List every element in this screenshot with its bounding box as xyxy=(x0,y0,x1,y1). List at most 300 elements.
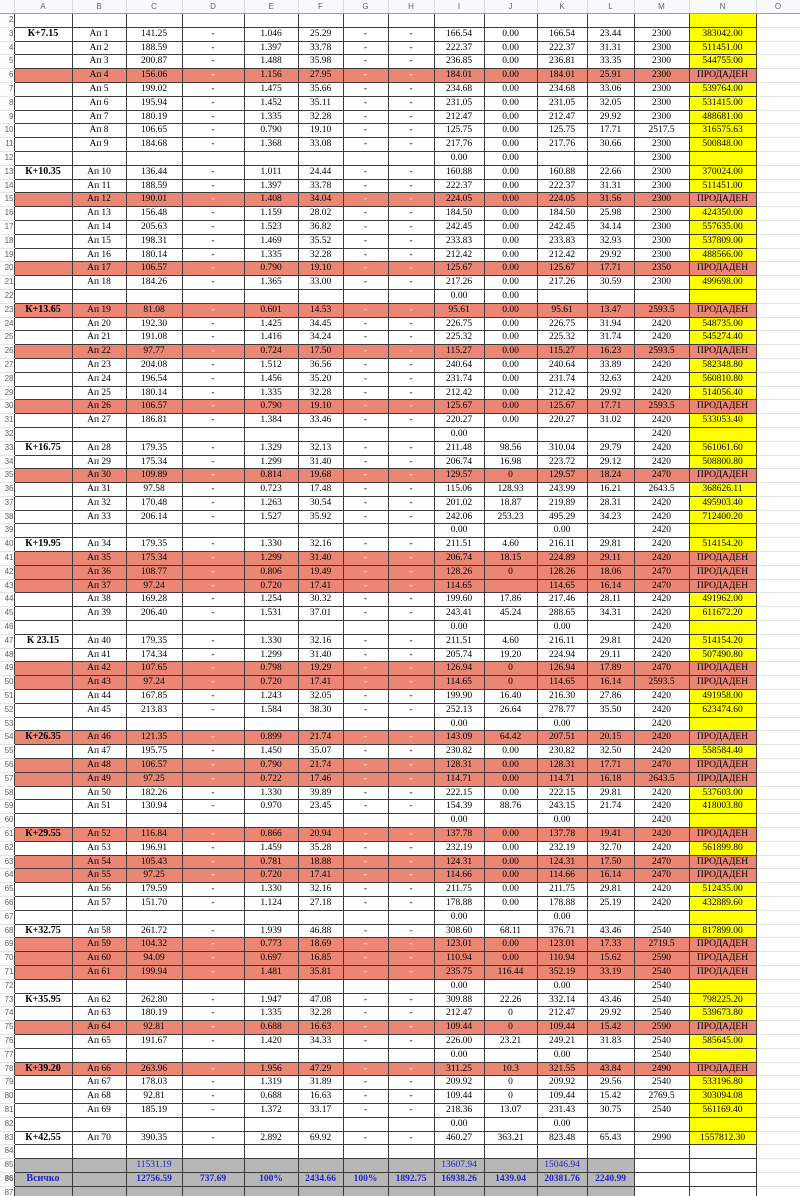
cell-N30[interactable]: ПРОДАДЕН xyxy=(689,400,756,414)
cell-L64[interactable]: 16.14 xyxy=(587,869,634,883)
cell-F29[interactable]: 32.28 xyxy=(298,386,343,400)
cell-F76[interactable]: 34.33 xyxy=(298,1034,343,1048)
cell-C62[interactable]: 196.91 xyxy=(126,841,182,855)
cell-C37[interactable]: 170.48 xyxy=(126,496,182,510)
cell-J47[interactable]: 4.60 xyxy=(484,634,537,648)
cell-G10[interactable]: - xyxy=(343,124,388,138)
cell-A13[interactable]: К+10.35 xyxy=(14,165,72,179)
cell-B60[interactable] xyxy=(72,814,126,828)
cell-K60[interactable]: 0.00 xyxy=(537,814,587,828)
cell-F8[interactable]: 35.11 xyxy=(298,96,343,110)
cell-C29[interactable]: 180.14 xyxy=(126,386,182,400)
cell-B83[interactable]: Ап 70 xyxy=(72,1131,126,1145)
cell-E8[interactable]: 1.452 xyxy=(244,96,298,110)
cell-K71[interactable]: 352.19 xyxy=(537,965,587,979)
cell-D76[interactable]: - xyxy=(182,1034,244,1048)
cell-J4[interactable]: 0.00 xyxy=(484,41,537,55)
cell-I21[interactable]: 217.26 xyxy=(434,276,484,290)
cell-F78[interactable]: 47.29 xyxy=(298,1062,343,1076)
cell-A47[interactable]: К 23.15 xyxy=(14,634,72,648)
cell-E38[interactable]: 1.527 xyxy=(244,510,298,524)
cell-N51[interactable]: 491958.00 xyxy=(689,690,756,704)
cell-I64[interactable]: 114.66 xyxy=(434,869,484,883)
cell-D62[interactable]: - xyxy=(182,841,244,855)
cell-O84[interactable] xyxy=(756,1145,800,1159)
cell-C83[interactable]: 390.35 xyxy=(126,1131,182,1145)
cell-H64[interactable]: - xyxy=(388,869,434,883)
cell-L49[interactable]: 17.89 xyxy=(587,662,634,676)
cell-C16[interactable]: 156.48 xyxy=(126,207,182,221)
cell-C38[interactable]: 206.14 xyxy=(126,510,182,524)
cell-J42[interactable]: 0 xyxy=(484,565,537,579)
cell-F17[interactable]: 36.82 xyxy=(298,220,343,234)
cell-H63[interactable]: - xyxy=(388,855,434,869)
row-header-55[interactable]: 55 xyxy=(0,745,14,759)
cell-J12[interactable]: 0.00 xyxy=(484,151,537,165)
cell-J53[interactable] xyxy=(484,717,537,731)
cell-N72[interactable] xyxy=(689,979,756,993)
cell-A8[interactable] xyxy=(14,96,72,110)
cell-K13[interactable]: 160.88 xyxy=(537,165,587,179)
cell-E20[interactable]: 0.790 xyxy=(244,262,298,276)
cell-N5[interactable]: 544755.00 xyxy=(689,55,756,69)
cell-E9[interactable]: 1.335 xyxy=(244,110,298,124)
cell-O22[interactable] xyxy=(756,289,800,303)
cell-D22[interactable] xyxy=(182,289,244,303)
cell-B22[interactable] xyxy=(72,289,126,303)
cell-O62[interactable] xyxy=(756,841,800,855)
cell-A48[interactable] xyxy=(14,648,72,662)
cell-D3[interactable]: - xyxy=(182,27,244,41)
cell-N87[interactable] xyxy=(689,1186,756,1196)
cell-G39[interactable] xyxy=(343,524,388,538)
cell-E52[interactable]: 1.584 xyxy=(244,703,298,717)
cell-D30[interactable]: - xyxy=(182,400,244,414)
cell-N46[interactable] xyxy=(689,621,756,635)
cell-H82[interactable] xyxy=(388,1117,434,1131)
cell-M7[interactable]: 2300 xyxy=(634,82,689,96)
cell-B6[interactable]: Ап 4 xyxy=(72,69,126,83)
cell-K73[interactable]: 332.14 xyxy=(537,993,587,1007)
row-header-22[interactable]: 22 xyxy=(0,289,14,303)
cell-J69[interactable]: 0.00 xyxy=(484,938,537,952)
cell-D61[interactable]: - xyxy=(182,828,244,842)
row-header-51[interactable]: 51 xyxy=(0,690,14,704)
row-header-84[interactable]: 84 xyxy=(0,1145,14,1159)
row-header-62[interactable]: 62 xyxy=(0,841,14,855)
cell-O15[interactable] xyxy=(756,193,800,207)
cell-A5[interactable] xyxy=(14,55,72,69)
cell-H62[interactable]: - xyxy=(388,841,434,855)
cell-O23[interactable] xyxy=(756,303,800,317)
row-header-34[interactable]: 34 xyxy=(0,455,14,469)
cell-M81[interactable]: 2540 xyxy=(634,1103,689,1117)
cell-L35[interactable]: 18.24 xyxy=(587,469,634,483)
cell-O68[interactable] xyxy=(756,924,800,938)
cell-K66[interactable]: 178.88 xyxy=(537,897,587,911)
cell-K48[interactable]: 224.94 xyxy=(537,648,587,662)
col-header-E[interactable]: E xyxy=(244,0,298,14)
cell-F55[interactable]: 35.07 xyxy=(298,745,343,759)
cell-E14[interactable]: 1.397 xyxy=(244,179,298,193)
cell-J19[interactable]: 0.00 xyxy=(484,248,537,262)
cell-I9[interactable]: 212.47 xyxy=(434,110,484,124)
cell-G5[interactable]: - xyxy=(343,55,388,69)
cell-C35[interactable]: 109.89 xyxy=(126,469,182,483)
cell-J9[interactable]: 0.00 xyxy=(484,110,537,124)
cell-E21[interactable]: 1.365 xyxy=(244,276,298,290)
cell-J46[interactable] xyxy=(484,621,537,635)
cell-B32[interactable] xyxy=(72,427,126,441)
cell-A54[interactable]: К+26.35 xyxy=(14,731,72,745)
cell-D15[interactable]: - xyxy=(182,193,244,207)
cell-C13[interactable]: 136.44 xyxy=(126,165,182,179)
cell-N50[interactable]: ПРОДАДЕН xyxy=(689,676,756,690)
cell-F53[interactable] xyxy=(298,717,343,731)
cell-H74[interactable]: - xyxy=(388,1007,434,1021)
cell-F2[interactable] xyxy=(298,14,343,28)
cell-O43[interactable] xyxy=(756,579,800,593)
cell-E10[interactable]: 0.790 xyxy=(244,124,298,138)
cell-F64[interactable]: 17.41 xyxy=(298,869,343,883)
col-header-D[interactable]: D xyxy=(182,0,244,14)
cell-K24[interactable]: 226.75 xyxy=(537,317,587,331)
cell-J11[interactable]: 0.00 xyxy=(484,138,537,152)
cell-H87[interactable] xyxy=(388,1186,434,1196)
cell-C30[interactable]: 106.57 xyxy=(126,400,182,414)
cell-D36[interactable]: - xyxy=(182,483,244,497)
cell-M85[interactable] xyxy=(634,1159,689,1173)
cell-D38[interactable]: - xyxy=(182,510,244,524)
cell-C50[interactable]: 97.24 xyxy=(126,676,182,690)
cell-N58[interactable]: 537603.00 xyxy=(689,786,756,800)
cell-O12[interactable] xyxy=(756,151,800,165)
row-header-12[interactable]: 12 xyxy=(0,151,14,165)
cell-O30[interactable] xyxy=(756,400,800,414)
cell-H66[interactable]: - xyxy=(388,897,434,911)
cell-L59[interactable]: 21.74 xyxy=(587,800,634,814)
cell-M15[interactable]: 2300 xyxy=(634,193,689,207)
cell-C2[interactable] xyxy=(126,14,182,28)
cell-G23[interactable]: - xyxy=(343,303,388,317)
cell-I63[interactable]: 124.31 xyxy=(434,855,484,869)
cell-C45[interactable]: 206.40 xyxy=(126,607,182,621)
cell-E5[interactable]: 1.488 xyxy=(244,55,298,69)
cell-O11[interactable] xyxy=(756,138,800,152)
cell-E70[interactable]: 0.697 xyxy=(244,952,298,966)
cell-C63[interactable]: 105.43 xyxy=(126,855,182,869)
cell-K32[interactable] xyxy=(537,427,587,441)
row-header-85[interactable]: 85 xyxy=(0,1159,14,1173)
cell-O24[interactable] xyxy=(756,317,800,331)
cell-B67[interactable] xyxy=(72,910,126,924)
cell-D50[interactable]: - xyxy=(182,676,244,690)
cell-M73[interactable]: 2540 xyxy=(634,993,689,1007)
cell-M53[interactable]: 2420 xyxy=(634,717,689,731)
cell-N40[interactable]: 514154.20 xyxy=(689,538,756,552)
cell-C40[interactable]: 179.35 xyxy=(126,538,182,552)
cell-G36[interactable]: - xyxy=(343,483,388,497)
cell-E55[interactable]: 1.450 xyxy=(244,745,298,759)
cell-I65[interactable]: 211.75 xyxy=(434,883,484,897)
cell-D9[interactable]: - xyxy=(182,110,244,124)
cell-D81[interactable]: - xyxy=(182,1103,244,1117)
cell-L38[interactable]: 34.23 xyxy=(587,510,634,524)
cell-J58[interactable]: 0.00 xyxy=(484,786,537,800)
cell-D16[interactable]: - xyxy=(182,207,244,221)
cell-J3[interactable]: 0.00 xyxy=(484,27,537,41)
cell-C26[interactable]: 97.77 xyxy=(126,345,182,359)
cell-A58[interactable] xyxy=(14,786,72,800)
cell-I87[interactable] xyxy=(434,1186,484,1196)
cell-B45[interactable]: Ап 39 xyxy=(72,607,126,621)
cell-D34[interactable]: - xyxy=(182,455,244,469)
cell-O19[interactable] xyxy=(756,248,800,262)
cell-H70[interactable]: - xyxy=(388,952,434,966)
cell-E23[interactable]: 0.601 xyxy=(244,303,298,317)
cell-L39[interactable] xyxy=(587,524,634,538)
cell-G48[interactable]: - xyxy=(343,648,388,662)
cell-O13[interactable] xyxy=(756,165,800,179)
col-header-A[interactable]: A xyxy=(14,0,72,14)
cell-N24[interactable]: 548735.00 xyxy=(689,317,756,331)
cell-N36[interactable]: 368626.11 xyxy=(689,483,756,497)
row-header-59[interactable]: 59 xyxy=(0,800,14,814)
cell-B34[interactable]: Ап 29 xyxy=(72,455,126,469)
cell-O6[interactable] xyxy=(756,69,800,83)
cell-J36[interactable]: 128.93 xyxy=(484,483,537,497)
cell-F60[interactable] xyxy=(298,814,343,828)
cell-A41[interactable] xyxy=(14,552,72,566)
cell-C73[interactable]: 262.80 xyxy=(126,993,182,1007)
cell-G19[interactable]: - xyxy=(343,248,388,262)
cell-M38[interactable]: 2420 xyxy=(634,510,689,524)
cell-K51[interactable]: 216.30 xyxy=(537,690,587,704)
cell-A28[interactable] xyxy=(14,372,72,386)
cell-L30[interactable]: 17.71 xyxy=(587,400,634,414)
cell-I2[interactable] xyxy=(434,14,484,28)
cell-N2[interactable] xyxy=(689,14,756,28)
cell-M59[interactable]: 2420 xyxy=(634,800,689,814)
cell-O63[interactable] xyxy=(756,855,800,869)
cell-H19[interactable]: - xyxy=(388,248,434,262)
cell-C68[interactable]: 261.72 xyxy=(126,924,182,938)
cell-E4[interactable]: 1.397 xyxy=(244,41,298,55)
cell-E19[interactable]: 1.335 xyxy=(244,248,298,262)
cell-G26[interactable]: - xyxy=(343,345,388,359)
cell-H56[interactable]: - xyxy=(388,759,434,773)
cell-L21[interactable]: 30.59 xyxy=(587,276,634,290)
cell-G84[interactable] xyxy=(343,1145,388,1159)
cell-J81[interactable]: 13.07 xyxy=(484,1103,537,1117)
cell-J34[interactable]: 16.98 xyxy=(484,455,537,469)
cell-F11[interactable]: 33.08 xyxy=(298,138,343,152)
cell-J61[interactable]: 0.00 xyxy=(484,828,537,842)
cell-O48[interactable] xyxy=(756,648,800,662)
cell-C33[interactable]: 179.35 xyxy=(126,441,182,455)
cell-C14[interactable]: 188.59 xyxy=(126,179,182,193)
cell-L31[interactable]: 31.02 xyxy=(587,414,634,428)
cell-F18[interactable]: 35.52 xyxy=(298,234,343,248)
cell-B18[interactable]: Ап 15 xyxy=(72,234,126,248)
row-header-24[interactable]: 24 xyxy=(0,317,14,331)
cell-M16[interactable]: 2300 xyxy=(634,207,689,221)
cell-B21[interactable]: Ап 18 xyxy=(72,276,126,290)
cell-L33[interactable]: 29.79 xyxy=(587,441,634,455)
cell-N70[interactable]: ПРОДАДЕН xyxy=(689,952,756,966)
cell-K81[interactable]: 231.43 xyxy=(537,1103,587,1117)
cell-K36[interactable]: 243.99 xyxy=(537,483,587,497)
cell-O17[interactable] xyxy=(756,220,800,234)
cell-D33[interactable]: - xyxy=(182,441,244,455)
cell-B53[interactable] xyxy=(72,717,126,731)
cell-E58[interactable]: 1.330 xyxy=(244,786,298,800)
cell-D59[interactable]: - xyxy=(182,800,244,814)
cell-G87[interactable] xyxy=(343,1186,388,1196)
cell-A57[interactable] xyxy=(14,772,72,786)
cell-J67[interactable] xyxy=(484,910,537,924)
cell-O2[interactable] xyxy=(756,14,800,28)
cell-K82[interactable]: 0.00 xyxy=(537,1117,587,1131)
cell-E64[interactable]: 0.720 xyxy=(244,869,298,883)
cell-B49[interactable]: Ап 42 xyxy=(72,662,126,676)
cell-O78[interactable] xyxy=(756,1062,800,1076)
cell-D69[interactable]: - xyxy=(182,938,244,952)
cell-I67[interactable]: 0.00 xyxy=(434,910,484,924)
cell-L15[interactable]: 31.56 xyxy=(587,193,634,207)
row-header-61[interactable]: 61 xyxy=(0,828,14,842)
cell-H48[interactable]: - xyxy=(388,648,434,662)
cell-H39[interactable] xyxy=(388,524,434,538)
cell-C66[interactable]: 151.70 xyxy=(126,897,182,911)
cell-A86[interactable]: Всичко xyxy=(14,1172,72,1186)
cell-C87[interactable] xyxy=(126,1186,182,1196)
cell-D41[interactable]: - xyxy=(182,552,244,566)
cell-C27[interactable]: 204.08 xyxy=(126,358,182,372)
cell-D55[interactable]: - xyxy=(182,745,244,759)
cell-M23[interactable]: 2593.5 xyxy=(634,303,689,317)
cell-E50[interactable]: 0.720 xyxy=(244,676,298,690)
cell-O77[interactable] xyxy=(756,1048,800,1062)
cell-N79[interactable]: 533196.80 xyxy=(689,1076,756,1090)
cell-N57[interactable]: ПРОДАДЕН xyxy=(689,772,756,786)
cell-H77[interactable] xyxy=(388,1048,434,1062)
cell-A83[interactable]: К+42.55 xyxy=(14,1131,72,1145)
cell-A26[interactable] xyxy=(14,345,72,359)
cell-K69[interactable]: 123.01 xyxy=(537,938,587,952)
cell-E39[interactable] xyxy=(244,524,298,538)
cell-G58[interactable]: - xyxy=(343,786,388,800)
cell-F54[interactable]: 21.74 xyxy=(298,731,343,745)
cell-B84[interactable] xyxy=(72,1145,126,1159)
row-header-33[interactable]: 33 xyxy=(0,441,14,455)
cell-L12[interactable] xyxy=(587,151,634,165)
cell-F73[interactable]: 47.08 xyxy=(298,993,343,1007)
cell-I85[interactable]: 13607.94 xyxy=(434,1159,484,1173)
cell-H16[interactable]: - xyxy=(388,207,434,221)
cell-L84[interactable] xyxy=(587,1145,634,1159)
cell-F57[interactable]: 17.46 xyxy=(298,772,343,786)
cell-G11[interactable]: - xyxy=(343,138,388,152)
cell-B48[interactable]: Ап 41 xyxy=(72,648,126,662)
cell-B76[interactable]: Ап 65 xyxy=(72,1034,126,1048)
cell-A2[interactable] xyxy=(14,14,72,28)
cell-I60[interactable]: 0.00 xyxy=(434,814,484,828)
cell-A84[interactable] xyxy=(14,1145,72,1159)
cell-B62[interactable]: Ап 53 xyxy=(72,841,126,855)
row-header-76[interactable]: 76 xyxy=(0,1034,14,1048)
cell-I4[interactable]: 222.37 xyxy=(434,41,484,55)
cell-M61[interactable]: 2420 xyxy=(634,828,689,842)
cell-N61[interactable]: ПРОДАДЕН xyxy=(689,828,756,842)
cell-B82[interactable] xyxy=(72,1117,126,1131)
cell-N60[interactable] xyxy=(689,814,756,828)
cell-J6[interactable]: 0.00 xyxy=(484,69,537,83)
cell-J24[interactable]: 0.00 xyxy=(484,317,537,331)
cell-J29[interactable]: 0.00 xyxy=(484,386,537,400)
cell-D49[interactable]: - xyxy=(182,662,244,676)
cell-N16[interactable]: 424350.00 xyxy=(689,207,756,221)
cell-N77[interactable] xyxy=(689,1048,756,1062)
cell-L8[interactable]: 32.05 xyxy=(587,96,634,110)
cell-O27[interactable] xyxy=(756,358,800,372)
cell-A65[interactable] xyxy=(14,883,72,897)
cell-E49[interactable]: 0.798 xyxy=(244,662,298,676)
cell-A19[interactable] xyxy=(14,248,72,262)
cell-E81[interactable]: 1.372 xyxy=(244,1103,298,1117)
cell-F31[interactable]: 33.46 xyxy=(298,414,343,428)
cell-N49[interactable]: ПРОДАДЕН xyxy=(689,662,756,676)
cell-O73[interactable] xyxy=(756,993,800,1007)
cell-E29[interactable]: 1.335 xyxy=(244,386,298,400)
row-header-70[interactable]: 70 xyxy=(0,952,14,966)
row-header-77[interactable]: 77 xyxy=(0,1048,14,1062)
cell-K84[interactable] xyxy=(537,1145,587,1159)
cell-M86[interactable] xyxy=(634,1172,689,1186)
cell-O26[interactable] xyxy=(756,345,800,359)
cell-M84[interactable] xyxy=(634,1145,689,1159)
cell-A82[interactable] xyxy=(14,1117,72,1131)
cell-K87[interactable] xyxy=(537,1186,587,1196)
cell-F82[interactable] xyxy=(298,1117,343,1131)
cell-O52[interactable] xyxy=(756,703,800,717)
cell-N86[interactable] xyxy=(689,1172,756,1186)
row-header-5[interactable]: 5 xyxy=(0,55,14,69)
cell-M14[interactable]: 2300 xyxy=(634,179,689,193)
cell-A68[interactable]: К+32.75 xyxy=(14,924,72,938)
cell-F40[interactable]: 32.16 xyxy=(298,538,343,552)
cell-A71[interactable] xyxy=(14,965,72,979)
cell-H65[interactable]: - xyxy=(388,883,434,897)
cell-B11[interactable]: Ап 9 xyxy=(72,138,126,152)
cell-H17[interactable]: - xyxy=(388,220,434,234)
cell-E18[interactable]: 1.469 xyxy=(244,234,298,248)
cell-J59[interactable]: 88.76 xyxy=(484,800,537,814)
cell-I58[interactable]: 222.15 xyxy=(434,786,484,800)
cell-G37[interactable]: - xyxy=(343,496,388,510)
cell-E80[interactable]: 0.688 xyxy=(244,1090,298,1104)
cell-I50[interactable]: 114.65 xyxy=(434,676,484,690)
cell-D70[interactable]: - xyxy=(182,952,244,966)
cell-H69[interactable]: - xyxy=(388,938,434,952)
cell-O33[interactable] xyxy=(756,441,800,455)
cell-J82[interactable] xyxy=(484,1117,537,1131)
cell-H61[interactable]: - xyxy=(388,828,434,842)
cell-K9[interactable]: 212.47 xyxy=(537,110,587,124)
cell-M79[interactable]: 2540 xyxy=(634,1076,689,1090)
cell-C53[interactable] xyxy=(126,717,182,731)
cell-I13[interactable]: 160.88 xyxy=(434,165,484,179)
